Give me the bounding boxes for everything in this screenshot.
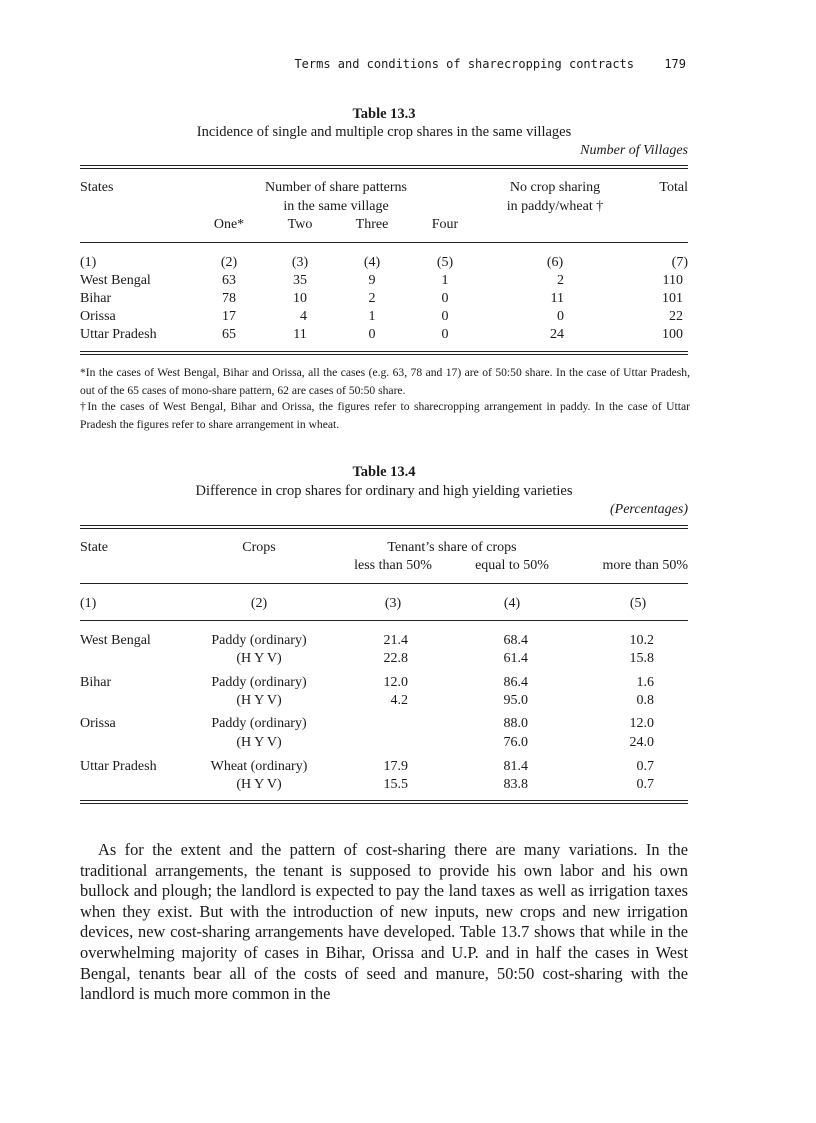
cell: 81.4 (503, 759, 528, 774)
cell: 1 (368, 309, 376, 324)
table-13-4-header-rule (80, 583, 688, 584)
cell: 12.0 (629, 716, 654, 731)
table-13-3-label: Table 13.3 (352, 106, 416, 122)
colnum: (6) (546, 255, 564, 270)
colnum: (4) (503, 596, 521, 611)
table-13-3-bottom-rule (80, 351, 688, 355)
cell-crop: (H Y V) (236, 777, 282, 792)
cell: 4.2 (390, 693, 408, 708)
table-13-3-footnote-2: †In the cases of West Bengal, Bihar and Orissa, the figures refer to sharecropping arrangement in paddy. In the case of Uttar Pradesh the figures refer to share arrangement in wheat. (80, 400, 690, 431)
col-patterns-line1: Number of share patterns (265, 180, 407, 195)
sub-three: Three (355, 217, 389, 232)
cell: 17 (222, 309, 236, 324)
cell-state: Uttar Pradesh (80, 327, 157, 342)
table-13-3-header-rule (80, 242, 688, 243)
colnum: (4) (363, 255, 381, 270)
cell: 22.8 (383, 651, 408, 666)
sub-two: Two (287, 217, 313, 232)
cell: 0.7 (636, 759, 654, 774)
cell: 86.4 (503, 675, 528, 690)
cell-state: Orissa (80, 716, 116, 731)
cell: 10.2 (629, 633, 654, 648)
table-13-4-top-rule (80, 525, 688, 529)
cell-state: Bihar (80, 291, 112, 306)
running-header (80, 57, 688, 75)
body-paragraph-text: As for the extent and the pattern of cost-sharing there are many variations. In the traditional arrangements, the tenant is supposed to provide his own labor and his own bullock and plough; the landlord is expected to pay the land taxes as well as irrigation taxes when they exist. But with the introduction of new inputs, new crops and new irrigation devices, new cost-sharing arrangements have developed. Table 13.7 shows that while in the overwhelming majority of cases in Bihar, Orissa and U.P. and in half the cases in West Bengal, tenants bear all of the costs of seed and manure, 50:50 cost-sharing with the landlord is much more common in the (80, 840, 688, 1004)
cell-crop: Wheat (ordinary) (210, 759, 308, 774)
cell: 1.6 (636, 675, 654, 690)
cell-crop: (H Y V) (236, 735, 282, 750)
cell: 17.9 (383, 759, 408, 774)
colnum: (2) (250, 596, 268, 611)
table-13-3-units: Number of Villages (580, 143, 688, 158)
cell: 15.8 (629, 651, 654, 666)
cell-crop: (H Y V) (236, 693, 282, 708)
sub-one: One* (213, 217, 245, 232)
table-13-4-caption: Difference in crop shares for ordinary and high yielding varieties (195, 483, 573, 499)
cell: 2 (557, 273, 564, 288)
cell: 78 (222, 291, 236, 306)
cell: 110 (662, 273, 683, 288)
cell: 0 (441, 309, 449, 324)
colnum: (3) (384, 596, 402, 611)
cell: 4 (300, 309, 307, 324)
col-nocrop-line1: No crop sharing (509, 180, 601, 195)
cell: 0 (441, 327, 449, 342)
cell: 61.4 (503, 651, 528, 666)
colnum: (1) (80, 255, 97, 270)
col-total: Total (659, 180, 688, 195)
cell: 35 (293, 273, 307, 288)
table-13-4-colnum-rule (80, 620, 688, 621)
col-nocrop-line2: in paddy/wheat † (506, 199, 604, 214)
table-13-3-top-rule (80, 165, 688, 169)
cell: 1 (441, 273, 449, 288)
cell: 0 (368, 327, 376, 342)
col-state: State (80, 540, 108, 555)
cell: 83.8 (503, 777, 528, 792)
cell: 101 (662, 291, 683, 306)
sub-less-than-50: less than 50% (354, 558, 432, 573)
cell-crop: Paddy (ordinary) (211, 633, 307, 648)
table-13-3-footnote-1: *In the cases of West Bengal, Bihar and Orissa, all the cases (e.g. 63, 78 and 17) are of 50:50 share. In the case of Uttar Pradesh, out of the 65 cases of mono-share pattern, 62 are cases of 50:50 share. (80, 366, 690, 397)
cell-crop: (H Y V) (236, 651, 282, 666)
colnum: (5) (629, 596, 647, 611)
table-13-4-label: Table 13.4 (352, 464, 416, 480)
colnum: (7) (671, 255, 688, 270)
page-number: 179 (664, 57, 686, 71)
col-tenant-share: Tenant’s share of crops (387, 540, 517, 555)
col-crops: Crops (242, 540, 276, 555)
cell: 10 (293, 291, 307, 306)
cell-state: Bihar (80, 675, 112, 690)
cell: 24 (550, 327, 564, 342)
sub-equal-to-50: equal to 50% (475, 558, 549, 573)
cell: 11 (550, 291, 564, 306)
cell: 2 (368, 291, 376, 306)
cell: 9 (368, 273, 376, 288)
table-13-4-bottom-rule (80, 800, 688, 804)
cell: 76.0 (503, 735, 528, 750)
cell-crop: Paddy (ordinary) (211, 716, 307, 731)
cell-crop: Paddy (ordinary) (211, 675, 307, 690)
cell: 65 (222, 327, 236, 342)
col-states: States (80, 180, 114, 195)
colnum: (3) (291, 255, 309, 270)
cell: 11 (293, 327, 307, 342)
table-13-3-caption: Incidence of single and multiple crop shares in the same villages (196, 124, 572, 140)
cell: 12.0 (383, 675, 408, 690)
cell: 100 (662, 327, 683, 342)
colnum: (1) (80, 596, 97, 611)
cell: 24.0 (629, 735, 654, 750)
cell-state: West Bengal (80, 273, 151, 288)
colnum: (5) (436, 255, 454, 270)
cell: 21.4 (383, 633, 408, 648)
cell: 0.8 (636, 693, 654, 708)
cell-state: Uttar Pradesh (80, 759, 157, 774)
sub-more-than-50: more than 50% (602, 558, 688, 573)
cell-state: Orissa (80, 309, 116, 324)
col-patterns-line2: in the same village (283, 199, 389, 214)
running-title: Terms and conditions of sharecropping contracts (294, 57, 634, 71)
cell-state: West Bengal (80, 633, 151, 648)
cell: 95.0 (503, 693, 528, 708)
cell: 22 (669, 309, 683, 324)
cell: 88.0 (503, 716, 528, 731)
cell: 15.5 (383, 777, 408, 792)
table-13-4-units: (Percentages) (610, 502, 688, 517)
cell: 0.7 (636, 777, 654, 792)
colnum: (2) (220, 255, 238, 270)
cell: 68.4 (503, 633, 528, 648)
sub-four: Four (431, 217, 459, 232)
cell: 63 (222, 273, 236, 288)
body-paragraph (80, 840, 688, 1005)
cell: 0 (441, 291, 449, 306)
cell: 0 (557, 309, 564, 324)
